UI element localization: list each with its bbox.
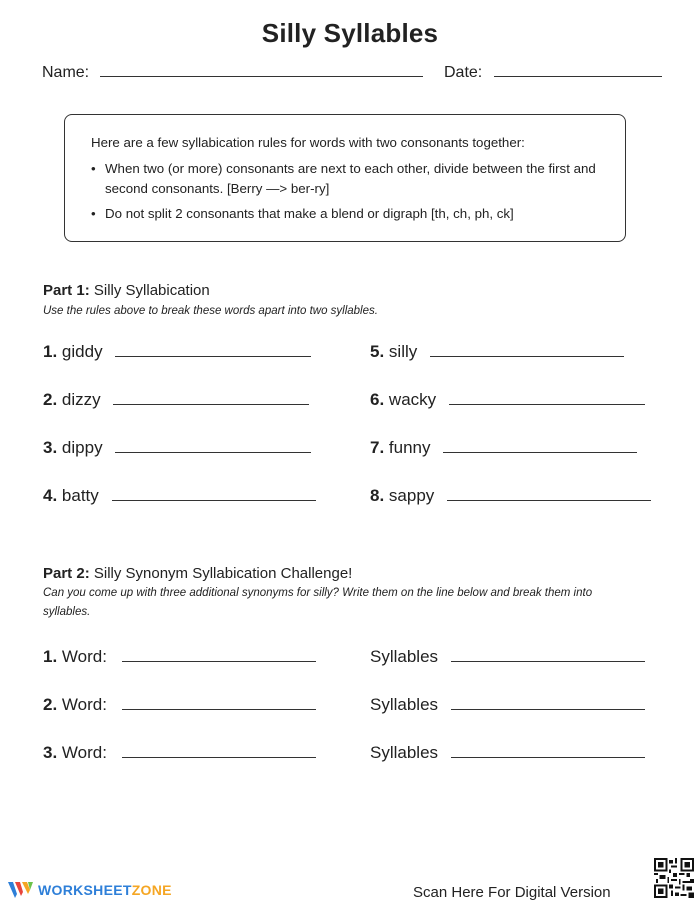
item-word: batty — [61, 486, 99, 505]
list-item — [370, 647, 645, 667]
rule-item: • When two (or more) consonants are next to each other, divide between the first and second consonants. [Berry —> ber-ry] — [103, 159, 601, 199]
part1-title: Silly Syllabication — [93, 282, 210, 299]
item-number: 2. — [43, 695, 58, 714]
item-number: 7. — [370, 438, 385, 457]
answer-line[interactable] — [449, 390, 645, 405]
word-label: Word: — [61, 743, 107, 762]
item-word: silly — [388, 342, 418, 361]
word-label: Word: — [61, 695, 107, 714]
list-item — [43, 438, 311, 458]
list-item — [43, 647, 316, 667]
item-word: sappy — [388, 486, 435, 505]
logo-text: WORKSHEETZONE — [38, 882, 172, 898]
word-label: Word: — [61, 647, 107, 666]
list-item — [370, 390, 645, 410]
logo-w-icon — [8, 880, 34, 900]
qr-code-icon[interactable] — [654, 858, 694, 898]
name-line[interactable] — [100, 62, 423, 77]
syllables-label: Syllables — [370, 695, 439, 714]
name-field — [42, 62, 423, 82]
part2-instructions: Can you come up with three additional synonyms for silly? Write them on the line below and break them into syllables. — [43, 587, 593, 618]
item-number: 6. — [370, 390, 385, 409]
rules-box — [64, 114, 626, 242]
item-word: wacky — [388, 390, 437, 409]
item-number: 2. — [43, 390, 58, 409]
list-item — [370, 342, 624, 362]
part1-heading — [43, 282, 210, 299]
rule-item: • Do not split 2 consonants that make a blend or digraph [th, ch, ph, ck] — [103, 204, 601, 224]
part1-instructions: Use the rules above to break these words apart into two syllables. — [43, 305, 378, 317]
list-item — [370, 695, 645, 715]
list-item — [43, 390, 309, 410]
date-line[interactable] — [494, 62, 662, 77]
word-line[interactable] — [122, 695, 316, 710]
part2-title: Silly Synonym Syllabication Challenge! — [93, 565, 353, 582]
rules-intro: Here are a few syllabication rules for words with two consonants together: — [91, 135, 525, 150]
rules-list — [91, 159, 601, 224]
item-number: 1. — [43, 647, 58, 666]
word-line[interactable] — [122, 647, 316, 662]
item-word: dippy — [61, 438, 103, 457]
scan-text: Scan Here For Digital Version — [413, 884, 611, 901]
answer-line[interactable] — [447, 486, 651, 501]
item-number: 3. — [43, 743, 58, 762]
item-number: 8. — [370, 486, 385, 505]
syllables-line[interactable] — [451, 695, 645, 710]
list-item — [43, 695, 316, 715]
item-word: giddy — [61, 342, 103, 361]
item-number: 1. — [43, 342, 58, 361]
list-item — [370, 486, 651, 506]
part2-label: Part 2: — [43, 565, 90, 582]
answer-line[interactable] — [113, 390, 309, 405]
worksheet-zone-logo — [8, 880, 172, 900]
answer-line[interactable] — [430, 342, 624, 357]
answer-line[interactable] — [112, 486, 316, 501]
syllables-line[interactable] — [451, 647, 645, 662]
list-item — [43, 342, 311, 362]
part1-label: Part 1: — [43, 282, 90, 299]
list-item — [43, 486, 316, 506]
list-item — [370, 438, 637, 458]
date-label: Date: — [444, 64, 483, 81]
answer-line[interactable] — [115, 438, 311, 453]
answer-line[interactable] — [443, 438, 637, 453]
item-number: 4. — [43, 486, 58, 505]
list-item — [370, 743, 645, 763]
part2-heading — [43, 565, 352, 582]
syllables-label: Syllables — [370, 647, 439, 666]
list-item — [43, 743, 316, 763]
item-word: dizzy — [61, 390, 101, 409]
syllables-label: Syllables — [370, 743, 439, 762]
item-number: 5. — [370, 342, 385, 361]
page-title: Silly Syllables — [261, 18, 439, 48]
word-line[interactable] — [122, 743, 316, 758]
answer-line[interactable] — [115, 342, 311, 357]
name-label: Name: — [42, 64, 90, 81]
item-number: 3. — [43, 438, 58, 457]
item-word: funny — [388, 438, 431, 457]
syllables-line[interactable] — [451, 743, 645, 758]
date-field — [444, 62, 662, 82]
